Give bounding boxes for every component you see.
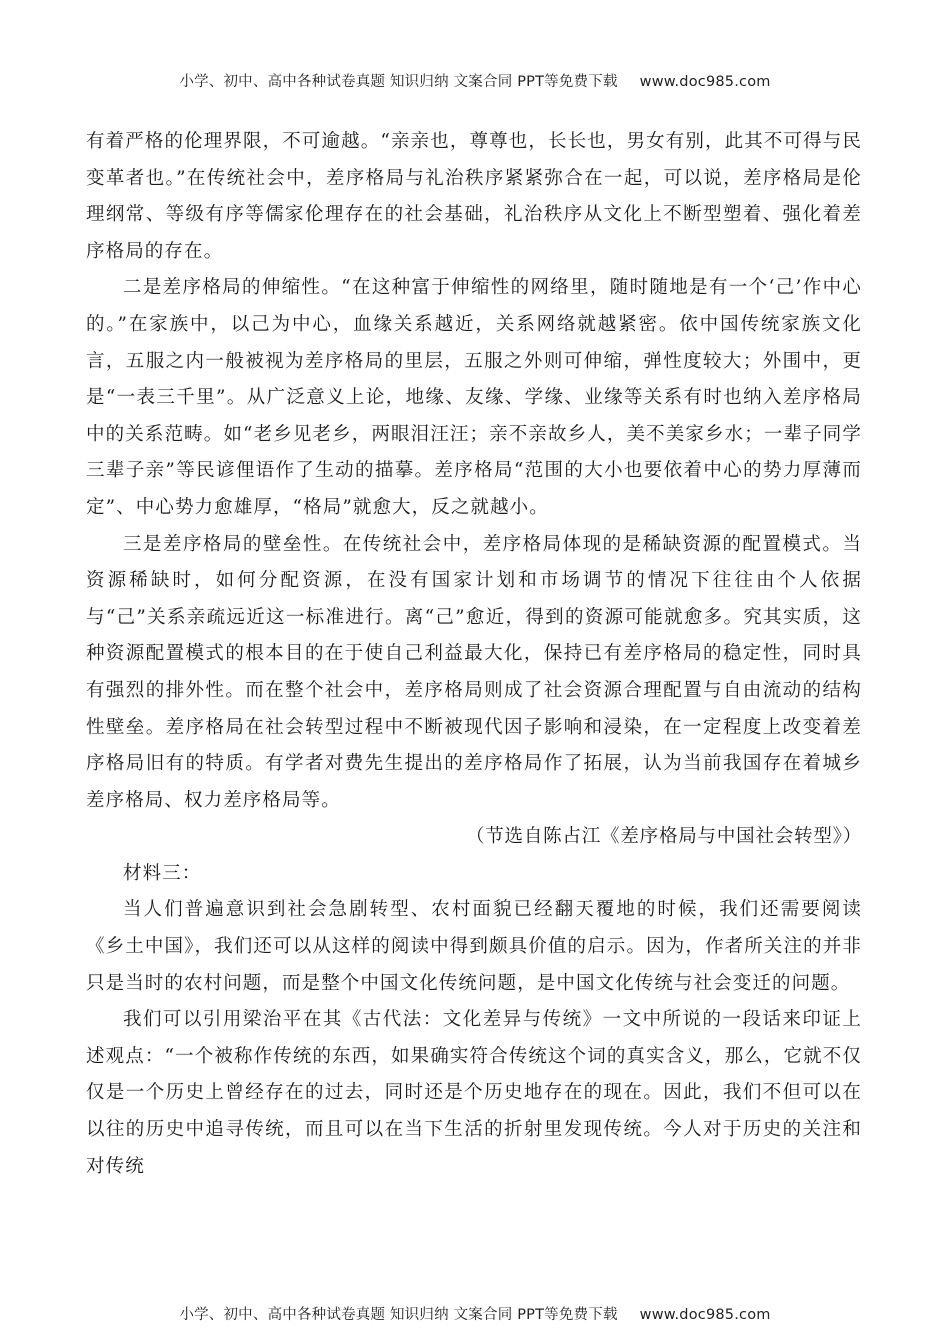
footer-site-link[interactable]: www.doc985.com <box>639 1307 771 1323</box>
paragraph-barrier: 三是差序格局的壁垒性。在传统社会中，差序格局体现的是稀缺资源的配置模式。当资源稀缺时，如何分配资源，在没有国家计划和市场调节的情况下往往由个人依据与“己”关系亲疏远近这一标准进行。离“己”愈近，得到的资源可能就愈多。究其实质，这种资源配置模式的根本目的在于使自己利益最大化，保持已有差序格局的稳定性，同时具有强烈的排外性。而在整个社会中，差序格局则成了社会资源合理配置与自由流动的结构性壁垒。差序格局在社会转型过程中不断被现代因子影响和浸染，在一定程度上改变着差序格局旧有的特质。有学者对费先生提出的差序格局作了拓展，认为当前我国存在着城乡差序格局、权力差序格局等。 <box>86 533 862 811</box>
footer-text: 小学、初中、高中各种试卷真题 知识归纳 文案合同 PPT等免费下载 <box>179 1307 618 1323</box>
page-header <box>0 70 950 91</box>
paragraph-material-three-intro: 当人们普遍意识到社会急剧转型、农村面貌已经翻天覆地的时候，我们还需要阅读《乡土中国》，我们还可以从这样的阅读中得到颇具价值的启示。因为，作者所关注的并非只是当时的农村问题，而是整个中国文化传统问题，是中国文化传统与社会变迁的问题。 <box>86 899 862 994</box>
paragraph-continuation: 有着严格的伦理界限，不可逾越。“亲亲也，尊尊也，长长也，男女有别，此其不可得与民变革者也。”在传统社会中，差序格局与礼治秩序紧紧弥合在一起，可以说，差序格局是伦理纲常、等级有序等儒家伦理存在的社会基础，礼治秩序从文化上不断型塑着、强化着差序格局的存在。 <box>86 131 862 262</box>
source-citation: （节选自陈占江《差序格局与中国社会转型》） <box>465 826 862 848</box>
paragraph-liang-zhiping-quote: 我们可以引用梁治平在其《古代法：文化差异与传统》一文中所说的一段话来印证上述观点：“一个被称作传统的东西，如果确实符合传统这个词的真实含义，那么，它就不仅仅是一个历史上曾经存在的过去，同时还是个历史地存在的现在。因此，我们不但可以在以往的历史中追寻传统，而且可以在当下生活的折射里发现传统。今人对于历史的关注和对传统 <box>86 1009 862 1177</box>
paragraph-flexibility: 二是差序格局的伸缩性。“在这种富于伸缩性的网络里，随时随地是有一个‘己’作中心的。”在家族中，以己为中心，血缘关系越近，关系网络就越紧密。依中国传统家族文化言，五服之内一般被视为差序格局的里层，五服之外则可伸缩，弹性度较大；外围中，更是“一表三千里”。从广泛意义上论，地缘、友缘、学缘、业缘等关系有时也纳入差序格局中的关系范畴。如“老乡见老乡，两眼泪汪汪；亲不亲故乡人，美不美家乡水；一辈子同学三辈子亲”等民谚俚语作了生动的描摹。差序格局“范围的大小也要依着中心的势力厚薄而定”、中心势力愈雄厚，“格局”就愈大，反之就越小。 <box>86 277 862 518</box>
section-heading-material-three: 材料三： <box>123 862 202 884</box>
page-footer <box>0 1303 950 1324</box>
header-text: 小学、初中、高中各种试卷真题 知识归纳 文案合同 PPT等免费下载 <box>179 74 618 90</box>
document-body <box>86 124 862 1185</box>
header-site-link[interactable]: www.doc985.com <box>639 74 771 90</box>
